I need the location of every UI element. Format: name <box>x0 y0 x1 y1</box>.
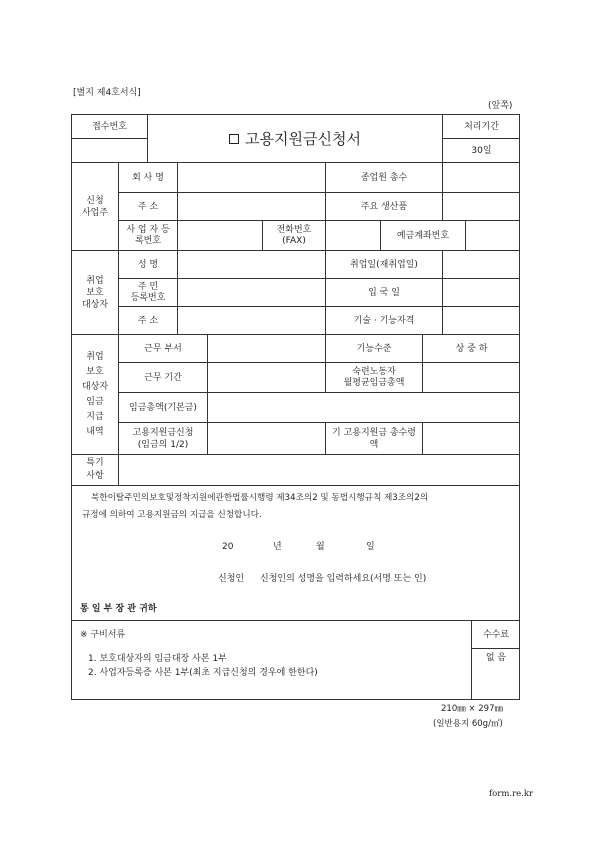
date-day-label: 일 <box>366 542 375 552</box>
resident-number-field[interactable] <box>178 279 325 306</box>
site-watermark: form.re.kr <box>489 789 534 799</box>
skill-level-options[interactable]: 상 중 하 <box>455 343 488 354</box>
entry-date-field[interactable] <box>443 279 520 306</box>
total-wage-label: 임금총액(기본금) <box>129 402 197 413</box>
fee-label: 수수료 <box>482 629 510 640</box>
phone-label: 전화번호 (FAX) <box>276 224 312 246</box>
required-documents-label: ※ 구비서류 <box>80 630 126 640</box>
main-products-label: 주요 생산품 <box>360 201 408 212</box>
person-name-field[interactable] <box>178 251 325 278</box>
subsidy-request-field[interactable] <box>208 423 325 454</box>
company-name-label: 회 사 명 <box>132 172 164 183</box>
subsidy-request-label: 고용지원금신청 (임금의 1/2) <box>132 427 194 450</box>
skills-field[interactable] <box>443 307 520 334</box>
addressee: 통 일 부 장 관 귀하 <box>80 604 157 614</box>
person-name-label: 성 명 <box>137 259 159 270</box>
employee-total-field[interactable] <box>443 163 520 192</box>
prior-subsidy-label: 기 고용지원금 총수령 액 <box>332 427 416 450</box>
remarks-label: 특기 사항 <box>86 458 104 481</box>
business-registration-label: 사 업 자 등 록번호 <box>126 224 170 246</box>
statement-line-2: 규정에 의하여 고용지원금의 지급을 신청합니다. <box>82 510 262 520</box>
date-year-prefix: 20 <box>222 542 234 552</box>
bank-account-field[interactable] <box>466 221 520 250</box>
skilled-average-wage-field[interactable] <box>423 363 520 392</box>
required-document-1: 1. 보호대상자의 임금대장 사본 1부 <box>88 654 227 664</box>
required-document-2: 2. 사업자등록증 사본 1부(최초 지급신청의 경우에 한한다) <box>88 668 318 678</box>
page-side: (앞쪽) <box>488 101 513 111</box>
company-name-field[interactable] <box>178 163 325 192</box>
remarks-field[interactable] <box>119 455 520 485</box>
receipt-number-label: 접수번호 <box>92 121 127 132</box>
form-title-text: 고용지원금신청서 <box>245 129 361 148</box>
skilled-average-wage-label: 숙련노동자 월평균임금총액 <box>343 366 405 388</box>
person-address-field[interactable] <box>178 307 325 334</box>
applicant-group-label: 신청 사업주 <box>81 195 109 218</box>
statement-line-1: 북한이탈주민의보호및정착지원에관한법률시행령 제34조의2 및 동법시행규칙 제3조의2의 <box>91 493 429 503</box>
work-period-field[interactable] <box>208 363 325 392</box>
employment-date-label: 취업일(재취업일) <box>350 259 418 270</box>
total-wage-field[interactable] <box>208 393 520 422</box>
date-year-label: 년 <box>273 542 282 552</box>
skill-level-label: 기능수준 <box>356 343 392 354</box>
work-period-label: 근무 기간 <box>144 372 182 383</box>
prior-subsidy-field[interactable] <box>423 423 520 454</box>
processing-period-value: 30일 <box>471 145 492 156</box>
skills-label: 기술 · 기능자격 <box>353 315 415 326</box>
form-number: [별지 제4호서식] <box>73 88 141 98</box>
paper-type: (일반용지 60g/㎡) <box>433 719 503 729</box>
date-month-label: 월 <box>316 542 325 552</box>
bank-account-label: 예금계좌번호 <box>396 230 450 241</box>
wage-group-label: 취업 보호 대상자 임금 지급 내역 <box>81 351 109 437</box>
form-title <box>148 115 442 162</box>
company-address-field[interactable] <box>178 193 325 220</box>
fee-value: 없 음 <box>485 653 507 663</box>
business-registration-field[interactable] <box>178 221 262 250</box>
department-label: 근무 부서 <box>144 343 182 354</box>
checkbox-icon <box>229 134 239 144</box>
company-address-label: 주 소 <box>137 201 159 212</box>
receipt-number-field[interactable] <box>72 139 147 162</box>
phone-field[interactable] <box>326 221 380 250</box>
employee-total-label: 종업원 총수 <box>360 172 408 183</box>
employment-date-field[interactable] <box>443 251 520 278</box>
resident-number-label: 주 민 등록번호 <box>130 281 166 303</box>
paper-size: 210㎜ × 297㎜ <box>441 704 503 714</box>
main-products-field[interactable] <box>443 193 520 220</box>
applicant-signature-field[interactable]: 신청인의 성명을 입력하세요(서명 또는 인) <box>260 574 427 584</box>
processing-period-label: 처리기간 <box>464 121 499 132</box>
department-field[interactable] <box>208 335 325 362</box>
applicant-label: 신청인 <box>218 574 245 584</box>
person-address-label: 주 소 <box>137 315 159 326</box>
entry-date-label: 입 국 일 <box>368 287 400 298</box>
protected-person-group-label: 취업 보호 대상자 <box>81 275 109 310</box>
